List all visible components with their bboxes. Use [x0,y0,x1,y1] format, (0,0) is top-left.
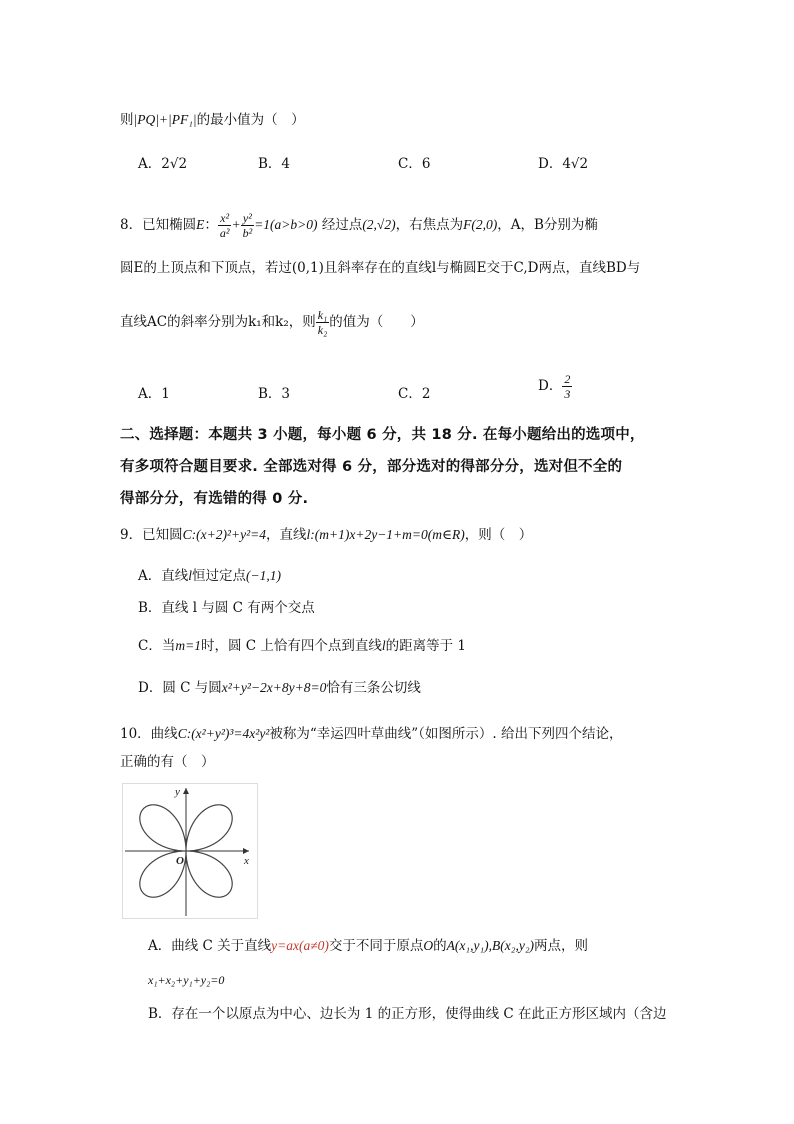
q9-option-c: C．当m=1时，圆 C 上恰有四个点到直线l的距离等于 1 [138,638,467,654]
q7-option-d: D．4√2 [538,156,589,172]
section-2-line-1: 二、选择题：本题共 3 小题，每小题 6 分，共 18 分. 在每小题给出的选项中， [120,427,645,443]
q8-option-a: A．1 [138,386,170,402]
four-leaf-clover-figure [122,783,258,919]
q10-stem-line-2: 正确的有（ ） [120,754,215,770]
q8-option-b: B．3 [258,386,291,402]
origin-label: O [176,855,184,867]
q8-option-d: D． $\frac{2}{3}$ [538,372,571,401]
four-leaf-clover-svg [123,784,257,918]
q10-option-a-line-2: x₁+x₂+y₁+y₂=0 [148,973,225,987]
axis-label-y: y [175,786,180,798]
x-axis-arrow [243,848,249,854]
q8-option-c: C．2 [398,386,431,402]
section-2-line-2: 有多项符合题目要求. 全部选对得 6 分，部分选对的得部分分，选对但不全的 [120,459,623,475]
section-2-line-3: 得部分分，有选错的得 0 分. [120,491,309,507]
q7-option-b: B．4 [258,156,291,172]
q9-option-b: B．直线 l 与圆 C 有两个交点 [138,600,315,616]
q8-line-1: 8．已知椭圆E： $\frac{\text{x²}}{\text{a²}}$ + $\frac{\text{y²}}{\text{b²}}$ =1(a>b>0) 经过点(2,√2)，右焦点为F(2,0)，A，B分别为椭 [120,211,598,240]
axis-label-x: x [244,855,249,867]
q10-option-a-line-1: A．曲线 C 关于直线y=ax(a≠0)交于不同于原点O的A(x₁,y₁),B(x₂,y₂)两点，则 [148,938,589,954]
q8-frac-k: $\frac{\text{k₁}}{\text{k₂}}$ [317,308,328,337]
y-axis-arrow [183,788,189,794]
q10-option-b: B．存在一个以原点为中心、边长为 1 的正方形，使得曲线 C 在此正方形区域内（含边 [148,1006,667,1022]
q10-stem-line-1: 10．曲线C:(x²+y²)³=4x²y²被称为“幸运四叶草曲线”（如图所示）. 给出下列四个结论， [120,726,623,742]
q8-line-2: 圆E的上顶点和下顶点，若过(0,1)且斜率存在的直线l与椭圆E交于C,D两点，直线BD与 [120,260,641,276]
q7-option-a: A．2√2 [138,156,188,172]
q9-option-a: A．直线l恒过定点(−1,1) [138,568,281,584]
q8-frac-x: $\frac{\text{x²}}{\text{a²}}$ [219,211,230,240]
q7-option-c: C．6 [398,156,431,172]
q9-option-d: D．圆 C 与圆x²+y²−2x+8y+8=0恰有三条公切线 [138,680,421,696]
q8-frac-y: $\frac{\text{y²}}{\text{b²}}$ [242,211,253,240]
q8-line-3: 直线AC的斜率分别为k₁和k₂，则 $\frac{\text{k₁}}{\text{k₂}}$ 的值为（ ） [120,308,424,337]
q7-tail-stem: 则|PQ|+|PF₁|的最小值为（ ） [120,112,305,128]
q9-stem: 9．已知圆C:(x+2)²+y²=4，直线l:(m+1)x+2y−1+m=0(m∈R)，则（ ） [120,527,533,543]
q7-expression: |PQ|+|PF₁| [133,112,197,127]
